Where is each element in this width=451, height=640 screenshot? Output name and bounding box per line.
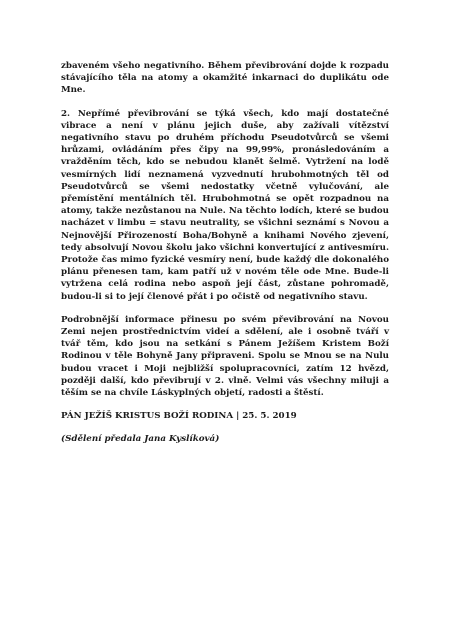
signature-line: PÁN JEŽÍŠ KRISTUS BOŽÍ RODINA | 25. 5. 2019 xyxy=(61,411,297,422)
paragraph-continuation: zbaveném všeho negativního. Během převibrování dojde k rozpadu stávajícího těla na atomy a okamžité inkarnaci do duplikátu ode Mne. xyxy=(61,61,389,96)
paragraph-further-information: Podrobnější informace přinesu po svém převibrování na Novou Zemi nejen prostřednictvím videí a sdělení, ale i osobně tváří v tvář těm, kdo jsou na setkání s Pánem Ježíšem Kristem Boží Rodinou v těle Bohyně Jany připraveni. Spolu se Mnou se na Nulu budou vracet i Moji nejbližší spolupracovníci, zatím 12 hvězd, později další, kdo převibrují v 2. vlně. Velmi vás všechny miluji a těším se na chvíle Láskyplných objetí, radosti a štěstí. xyxy=(61,314,389,399)
credit-line: (Sdělení předala Jana Kyslíková) xyxy=(61,434,220,445)
paragraph-indirect-vibration: 2. Nepřímé převibrování se týká všech, kdo mají dostatečné vibrace a není v plánu jejich duše, aby zažívali vítězství negativního stavu po druhém příchodu Pseudotvůrců se všemi hrůzami, ovládáním přes čipy na 99,99%, pronásledováním a vražděním těch, kdo se nebudou klanět šelmě. Vytržení na lodě vesmírných lidí neznamená vyzvednutí hrubohmotných těl od Pseudotvůrců se všemi nedostatky včetně vylučování, ale přemístění mentálních těl. Hrubohmotná se opět rozpadnou na atomy, takže nezůstanou na Nule. Na těchto lodích, které se budou nacházet v limbu = stavu neutrality, se všichni seznámí s Novou a Nejnovější Přirozeností Boha/Bohyně a knihami Nového zjevení, tedy absolvují Novou školu jako všichni konvertující z antivesmíru. Protože čas mimo fyzické vesmíry není, bude každý dle dokonalého plánu přenesen tam, kam patří už v novém těle ode Mne. Bude-li vytržena celá rodina nebo aspoň její část, zůstane pohromadě, budou-li si to její členové přát i po očistě od negativního stavu. xyxy=(61,108,389,302)
document-page xyxy=(61,60,389,446)
